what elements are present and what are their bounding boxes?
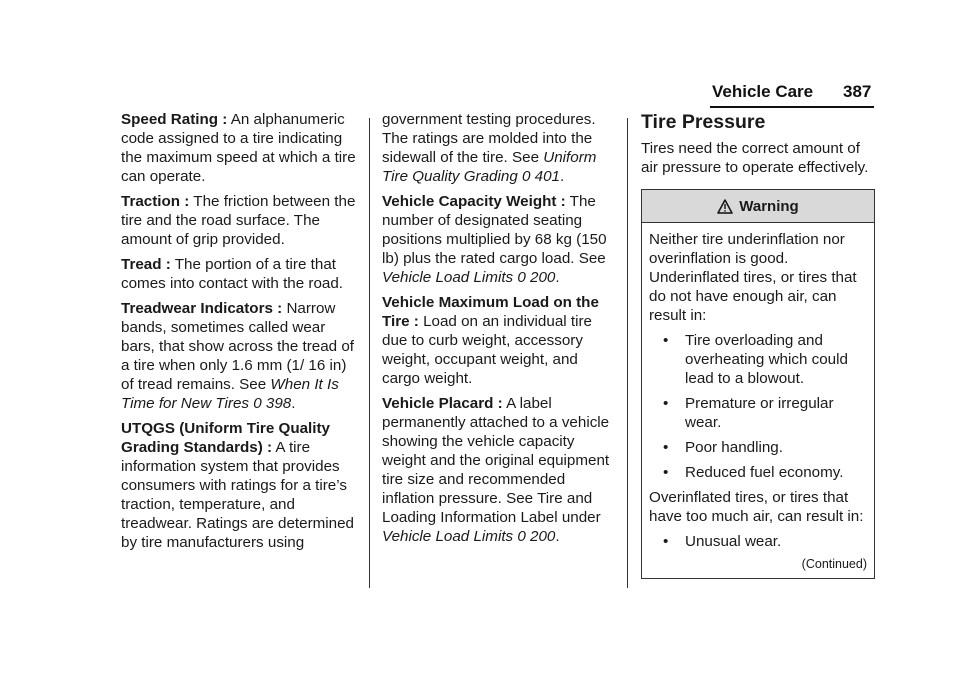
term-text: The portion of a tire that comes into contact with the road. <box>121 256 344 292</box>
continued-label: (Continued) <box>801 557 867 571</box>
column-1 <box>121 110 356 558</box>
definition-speed-rating <box>121 110 356 186</box>
page-header <box>710 80 874 106</box>
column-divider-1 <box>369 118 370 588</box>
warning-icon <box>717 199 733 214</box>
term-text: government testing procedures. The ratings are molded into the sidewall of the tire. See <box>382 111 596 166</box>
term-label: Speed Rating : <box>121 111 228 128</box>
section-heading: Tire Pressure <box>641 111 766 133</box>
term-label: Vehicle Placard : <box>382 395 503 412</box>
cross-reference-link[interactable]: Vehicle Load Limits 0 200 <box>382 528 556 545</box>
cross-reference-link[interactable]: When It Is Time for New Tires 0 398 <box>121 376 339 412</box>
term-text: An alphanumeric code assigned to a tire indicating the maximum speed at which a tire can operate. <box>121 111 356 185</box>
definition-tread <box>121 255 356 293</box>
warning-header <box>642 190 874 223</box>
definition-utqgs <box>121 419 356 552</box>
bullet-icon: • <box>663 464 669 481</box>
cross-reference-link[interactable]: Uniform Tire Quality Grading 0 401 <box>382 149 597 185</box>
term-label: UTQGS (Uniform Tire Quality Grading Standards) : <box>121 420 330 456</box>
definition-vehicle-placard: Vehicle Placard : A label permanently attached to a vehicle showing the vehicle capacity weight and the original equipment tire size and recommended inflation pressure. See Tire and Loading Information Label under Vehicle Load Limits 0 200. <box>382 395 610 545</box>
list-item: • Premature or irregular wear. <box>663 395 834 431</box>
term-text: The number of designated seating positions multiplied by 68 kg (150 lb) plus the rated cargo load. See <box>382 193 607 267</box>
bullet-icon: • <box>663 332 669 349</box>
term-label: Treadwear Indicators : <box>121 300 283 317</box>
term-text: Load on an individual tire due to curb weight, accessory weight, occupant weight, and cargo weight. <box>382 313 592 387</box>
term-text: Narrow bands, sometimes called wear bars, that show across the tread of a tire when only 1.6 mm (1/ 16 in) of tread remains. See <box>121 300 354 393</box>
list-item: • Unusual wear. <box>663 533 782 550</box>
term-label: Traction : <box>121 193 190 210</box>
warning-title: Warning <box>739 197 799 215</box>
intro-paragraph: Tires need the correct amount of air pressure to operate effectively. <box>641 140 869 176</box>
section-title: Vehicle Care <box>712 82 814 101</box>
term-text: A label permanently attached to a vehicle showing the vehicle capacity weight and the original equipment tire size and recommended inflation pressure. See Tire and Loading Information Label under <box>382 395 610 526</box>
bullet-icon: • <box>663 439 669 456</box>
list-item: • Poor handling. <box>663 439 783 456</box>
term-label: Vehicle Maximum Load on the Tire : <box>382 294 599 330</box>
utqgs-continued: government testing procedures. The ratings are molded into the sidewall of the tire. See Uniform Tire Quality Grading 0 401. <box>382 111 597 185</box>
definition-traction <box>121 192 356 249</box>
warning-body <box>642 223 874 578</box>
term-text: A tire information system that provides consumers with ratings for a tire’s traction, temperature, and treadwear. Ratings are determined by tire manufacturers using <box>121 439 355 551</box>
term-text: The friction between the tire and the road surface. The amount of grip provided. <box>121 193 356 248</box>
warning-paragraph: Neither tire underinflation nor overinflation is good. Underinflated tires, or tires that do not have enough air, can result in: <box>649 231 857 324</box>
term-label: Tread : <box>121 256 171 273</box>
bullet-icon: • <box>663 533 669 550</box>
warning-box <box>641 189 875 579</box>
column-2 <box>382 110 617 552</box>
page-number: 387 <box>843 82 872 101</box>
definition-treadwear-indicators: Treadwear Indicators : Narrow bands, sometimes called wear bars, that show across the tread of a tire when only 1.6 mm (1/ 16 in) of tread remains. See When It Is Time for New Tires 0 398. <box>121 300 354 412</box>
term-label: Vehicle Capacity Weight : <box>382 193 566 210</box>
definition-vehicle-maximum-load <box>382 293 617 388</box>
cross-reference-link[interactable]: Vehicle Load Limits 0 200 <box>382 269 556 286</box>
warning-paragraph: Overinflated tires, or tires that have too much air, can result in: <box>649 489 864 525</box>
header-rule <box>710 106 874 108</box>
list-item: • Reduced fuel economy. <box>663 464 844 481</box>
column-3 <box>641 110 875 579</box>
column-divider-2 <box>627 118 628 588</box>
definition-vehicle-capacity-weight: Vehicle Capacity Weight : The number of designated seating positions multiplied by 68 kg (150 lb) plus the rated cargo load. See Vehicle Load Limits 0 200. <box>382 193 607 286</box>
list-item: • Tire overloading and overheating which could lead to a blowout. <box>663 332 848 387</box>
bullet-icon: • <box>663 395 669 412</box>
